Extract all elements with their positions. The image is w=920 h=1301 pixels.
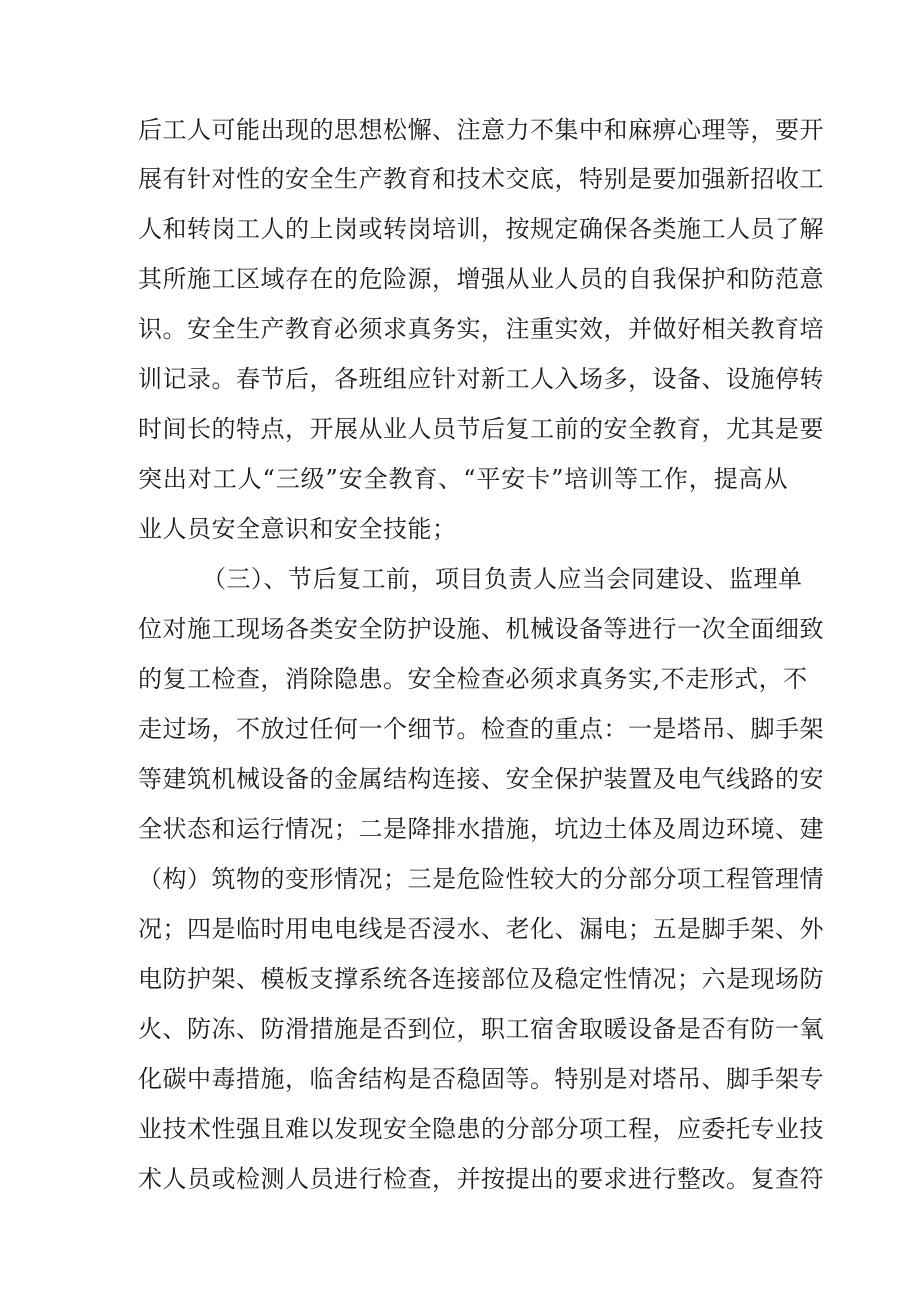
text-line: 的复工检查，消除隐患。安全检查必须求真务实,不走形式，不 [138, 665, 808, 693]
text-line: 后工人可能出现的思想松懈、注意力不集中和麻痹心理等，要开 [138, 116, 824, 144]
text-line: 训记录。春节后，各班组应针对新工人入场多，设备、设施停转 [138, 365, 824, 393]
text-line: 业人员安全意识和安全技能； [138, 515, 457, 543]
text-line: 走过场，不放过任何一个细节。检查的重点：一是塔吊、脚手架 [138, 715, 824, 743]
text-line: 突出对工人“三级”安全教育、“平安卡”培训等工作，提高从 [138, 465, 788, 493]
text-line: 时间长的特点，开展从业人员节后复工前的安全教育，尤其是要 [138, 415, 824, 443]
text-line: 全状态和运行情况；二是降排水措施，坑边土体及周边环境、建 [138, 815, 824, 843]
text-line: 等建筑机械设备的金属结构连接、安全保护装置及电气线路的安 [138, 765, 824, 793]
text-line: （构）筑物的变形情况；三是危险性较大的分部分项工程管理情 [138, 865, 824, 893]
text-line: 位对施工现场各类安全防护设施、机械设备等进行一次全面细致 [138, 615, 824, 643]
text-line: 电防护架、模板支撑系统各连接部位及稳定性情况；六是现场防 [138, 965, 824, 993]
text-line: 况；四是临时用电电线是否浸水、老化、漏电；五是脚手架、外 [138, 915, 824, 943]
text-line: 火、防冻、防滑措施是否到位，职工宿舍取暖设备是否有防一氧 [138, 1015, 824, 1043]
paragraph-first-line: （三）、节后复工前，项目负责人应当会同建设、监理单 [202, 565, 803, 593]
text-line: 其所施工区域存在的危险源，增强从业人员的自我保护和防范意 [138, 265, 824, 293]
text-line: 业技术性强且难以发现安全隐患的分部分项工程，应委托专业技 [138, 1115, 824, 1143]
text-line: 识。安全生产教育必须求真务实，注重实效，并做好相关教育培 [138, 315, 824, 343]
text-line: 化碳中毒措施，临舍结构是否稳固等。特别是对塔吊、脚手架专 [138, 1065, 824, 1093]
text-line: 展有针对性的安全生产教育和技术交底，特别是要加强新招收工 [138, 165, 824, 193]
text-line: 术人员或检测人员进行检查，并按提出的要求进行整改。复查符 [138, 1165, 824, 1193]
text-line: 人和转岗工人的上岗或转岗培训，按规定确保各类施工人员了解 [138, 215, 824, 243]
